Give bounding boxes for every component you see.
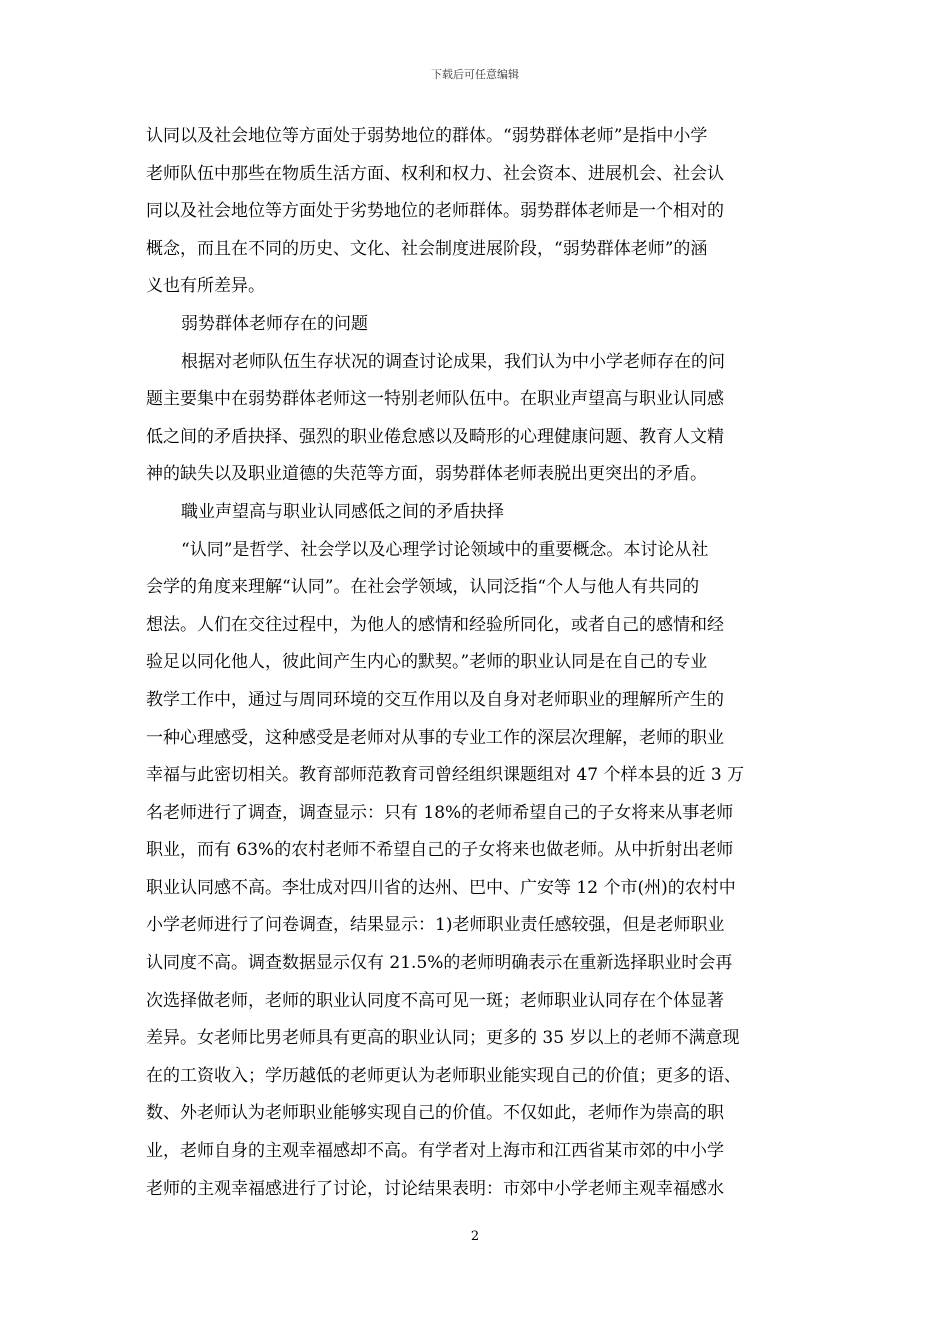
text-line: 差异。女老师比男老师具有更高的职业认同；更多的 35 岁以上的老师不满意现 bbox=[146, 1028, 740, 1049]
text-line: 职业认同感不高。李壮成对四川省的达州、巴中、广安等 12 个市(州)的农村中 bbox=[146, 877, 736, 898]
document-body bbox=[146, 118, 806, 1208]
text-line: 想法。人们在交往过程中，为他人的感情和经验所同化，或者自己的感情和经 bbox=[146, 614, 724, 635]
text-line: 业，老师自身的主观幸福感却不高。有学者对上海市和江西省某市郊的中小学 bbox=[146, 1141, 724, 1162]
text-line: 会学的角度来理解“认同”。在社会学领域，认同泛指“个人与他人有共同的 bbox=[146, 577, 700, 598]
text-line: 教学工作中，通过与周同环境的交互作用以及自身对老师职业的理解所产生的 bbox=[146, 689, 724, 710]
page-header: 下载后可任意编辑 bbox=[431, 68, 519, 81]
text-line: 一种心理感受，这种感受是老师对从事的专业工作的深层次理解，老师的职业 bbox=[146, 727, 724, 748]
text-line: 低之间的矛盾抉择、强烈的职业倦怠感以及畸形的心理健康问题、教育人文精 bbox=[146, 426, 724, 447]
text-line: 在的工资收入；学历越低的老师更认为老师职业能实现自己的价值；更多的语、 bbox=[146, 1065, 741, 1086]
text-line: 小学老师进行了问卷调查，结果显示：1)老师职业责任感较强，但是老师职业 bbox=[146, 915, 725, 936]
text-line: 老师队伍中那些在物质生活方面、权利和权力、社会资本、进展机会、社会认 bbox=[146, 163, 724, 184]
text-line: 概念，而且在不同的历史、文化、社会制度进展阶段，“弱势群体老师”的涵 bbox=[146, 238, 708, 259]
text-line: 名老师进行了调查，调查显示：只有 18%的老师希望自己的子女将来从事老师 bbox=[146, 802, 734, 823]
page-number: 2 bbox=[470, 1229, 480, 1244]
text-line: “认同”是哲学、社会学以及心理学讨论领域中的重要概念。本讨论从社 bbox=[181, 539, 709, 560]
text-line: 题主要集中在弱势群体老师这一特别老师队伍中。在职业声望高与职业认同感 bbox=[146, 389, 724, 410]
text-line: 根据对老师队伍生存状况的调查讨论成果，我们认为中小学老师存在的问 bbox=[181, 351, 725, 372]
text-line: 老师的主观幸福感进行了讨论，讨论结果表明：市郊中小学老师主观幸福感水 bbox=[146, 1178, 724, 1199]
text-line: 次选择做老师，老师的职业认同度不高可见一斑；老师职业认同存在个体显著 bbox=[146, 990, 724, 1011]
text-line: 验足以同化他人，彼此间产生内心的默契。”老师的职业认同是在自己的专业 bbox=[146, 652, 708, 673]
text-line: 同以及社会地位等方面处于劣势地位的老师群体。弱势群体老师是一个相对的 bbox=[146, 201, 724, 222]
section-heading: 弱势群体老师存在的问题 bbox=[181, 313, 368, 334]
text-line: 认同以及社会地位等方面处于弱势地位的群体。“弱势群体老师”是指中小学 bbox=[146, 126, 708, 146]
text-line: 义也有所差异。 bbox=[146, 276, 265, 297]
text-line: 神的缺失以及职业道德的失范等方面，弱势群体老师表脱出更突出的矛盾。 bbox=[146, 464, 707, 485]
section-heading: 職业声望高与职业认同感低之间的矛盾抉择 bbox=[181, 501, 504, 522]
text-line: 认同度不高。调查数据显示仅有 21.5%的老师明确表示在重新选择职业时会再 bbox=[146, 953, 733, 974]
text-line: 幸福与此密切相关。教育部师范教育司曾经组织课题组对 47 个样本县的近 3 万 bbox=[146, 765, 745, 786]
text-line: 数、外老师认为老师职业能够实现自己的价值。不仅如此，老师作为崇高的职 bbox=[146, 1103, 724, 1124]
text-line: 职业，而有 63%的农村老师不希望自己的子女将来也做老师。从中折射出老师 bbox=[146, 840, 734, 861]
